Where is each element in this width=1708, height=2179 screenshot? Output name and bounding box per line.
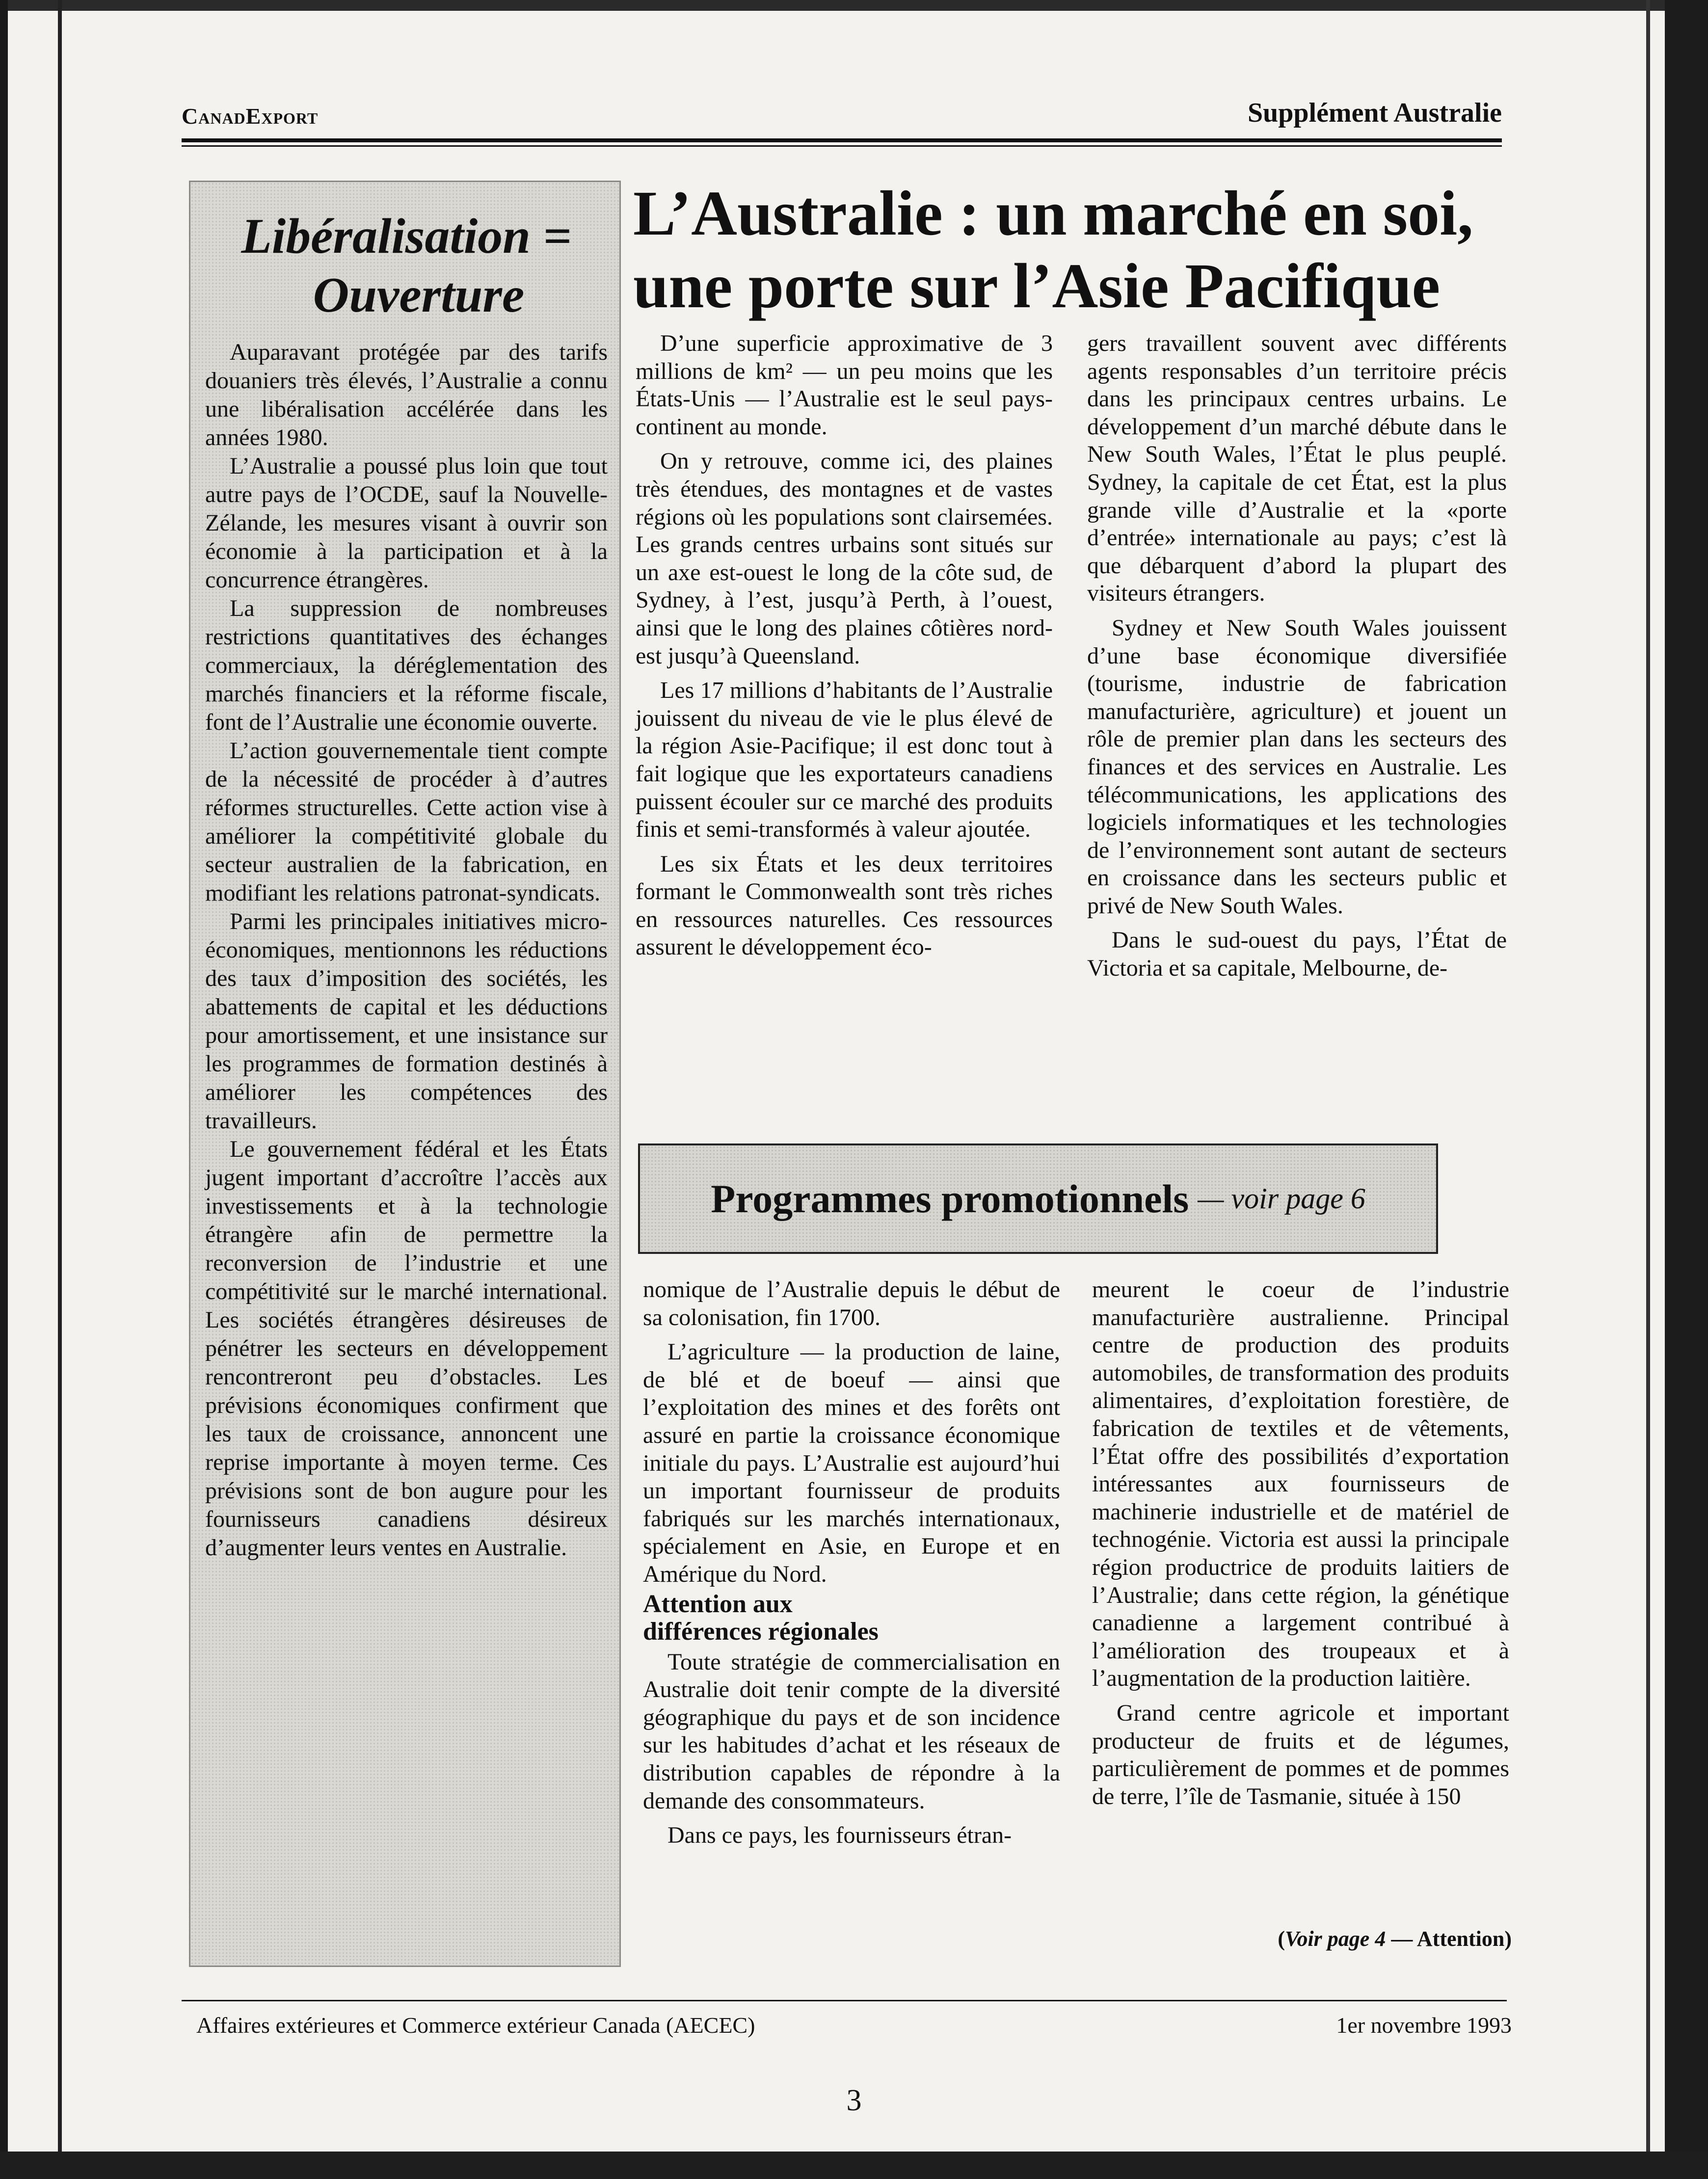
sidebar-box bbox=[189, 181, 621, 1967]
scan-edge-right bbox=[1665, 0, 1708, 2179]
publication-name: CanadExport bbox=[182, 104, 319, 129]
sidebar-paragraph: L’action gouvernementale tient compte de la nécessité de procéder à d’autres réformes structurelles. Cette action vise à améliorer la compétitivité globale du secteur australien de la fabrication, en modifiant les relations patronat-syndicats. bbox=[205, 738, 608, 906]
sidebar-title-line1: Libéralisation = bbox=[241, 209, 572, 264]
article-paragraph: nomique de l’Australie depuis le début de sa colonisation, fin 1700. bbox=[643, 1276, 1060, 1330]
article-paragraph: gers travaillent souvent avec différents agents responsables d’un territoire précis dans les principaux centres urbains. Le développement d’un marché débute dans le New South Wales, l’État le plus peuplé. Sydney, la capitale de cet État, est la plus grande ville d’Australie et la «porte d’entrée» internationale au pays; c’est là que débarquent d’abord la plupart des visiteurs étrangers. bbox=[1087, 330, 1507, 607]
subheading-line1: Attention aux bbox=[643, 1590, 793, 1618]
headline-line1: L’Australie : un marché en soi, bbox=[633, 178, 1473, 249]
section-subheading bbox=[643, 1591, 1060, 1646]
article-column-1-bottom bbox=[643, 1276, 1060, 1850]
continued-reference: (Voir page 4 — Attention) bbox=[1278, 1927, 1512, 1951]
scan-edge-left-line bbox=[58, 0, 62, 2179]
article-paragraph: Sydney et New South Wales jouissent d’une base économique diversifiée (tourisme, industrie de fabrication manufacturière, agriculture) et jouent un rôle de premier plan dans les secteurs des finances et des services en Australie. Les télécommunications, les applications des logiciels informatiques et les technologies de l’environnement sont autant de secteurs en croissance dans les secteurs public et privé de New South Wales. bbox=[1087, 614, 1507, 919]
footer-date: 1er novembre 1993 bbox=[1336, 2013, 1512, 2038]
continued-label: Attention bbox=[1416, 1927, 1505, 1951]
scan-edge-bottom bbox=[0, 2152, 1708, 2179]
header-rule bbox=[182, 138, 1502, 142]
scan-edge-top bbox=[0, 0, 1708, 11]
article-paragraph: Dans le sud-ouest du pays, l’État de Victoria et sa capitale, Melbourne, de- bbox=[1087, 927, 1507, 982]
promo-box bbox=[638, 1143, 1438, 1254]
scan-edge-right-line bbox=[1646, 0, 1650, 2179]
article-column-2-bottom bbox=[1092, 1276, 1509, 1810]
sidebar-paragraph: L’Australie a poussé plus loin que tout autre pays de l’OCDE, sauf la Nouvelle-Zélande, les mesures visant à ouvrir son économie à la participation et à la concurrence étrangères. bbox=[205, 453, 608, 593]
continued-page: Voir page 4 bbox=[1284, 1927, 1386, 1951]
article-paragraph: Toute stratégie de commercialisation en Australie doit tenir compte de la diversité géographique du pays et de son incidence sur les habitudes d’achat et les réseaux de distribution capables de répondre à la demande des consommateurs. bbox=[643, 1648, 1060, 1814]
page-number: 3 bbox=[846, 2084, 862, 2117]
sidebar-body bbox=[205, 338, 608, 1562]
subheading-line2: différences régionales bbox=[643, 1617, 879, 1646]
article-paragraph: L’agriculture — la production de laine, de blé et de boeuf — ainsi que l’exploitation des mines et des forêts ont assuré en partie la croissance économique initiale du pays. L’Australie est aujourd’hui un important fournisseur de produits fabriqués sur les marchés internationaux, spécialement en Asie, en Europe et en Amérique du Nord. bbox=[643, 1339, 1060, 1587]
sidebar-paragraph: Auparavant protégée par des tarifs douaniers très élevés, l’Australie a connu une libéralisation accélérée dans les années 1980. bbox=[205, 339, 608, 451]
sidebar-paragraph: Parmi les principales initiatives micro-économiques, mentionnons les réductions des taux d’imposition des sociétés, les abattements de capital et les déductions pour amortissement, et une insistance sur les programmes de formation destinés à améliorer les compétences des travailleurs. bbox=[205, 908, 608, 1134]
article-paragraph: Grand centre agricole et important producteur de fruits et de légumes, particulièrement de pommes et de pommes de terre, l’île de Tasmanie, située à 150 bbox=[1092, 1700, 1509, 1809]
footer-department: Affaires extérieures et Commerce extérieur Canada (AECEC) bbox=[196, 2013, 755, 2038]
header-rule-thin bbox=[182, 145, 1502, 147]
article-paragraph: meurent le coeur de l’industrie manufacturière australienne. Principal centre de production des produits automobiles, de transformation des produits alimentaires, d’exploitation forestière, de fabrication de textiles et de vêtements, l’État offre des possibilités d’exportation intéressantes aux fournisseurs de machinerie industrielle et de matériel de technogénie. Victoria est aussi la principale région productrice de produits laitiers de l’Australie; dans cette région, la génétique canadienne a largement contribué à l’amélioration des troupeaux et à l’augmentation de la production laitière. bbox=[1092, 1276, 1509, 1692]
promo-title: Programmes promotionnels bbox=[711, 1176, 1189, 1221]
sidebar-title-line2: Ouverture bbox=[313, 267, 525, 323]
article-column-2-top bbox=[1087, 330, 1507, 983]
article-paragraph: D’une superficie approximative de 3 millions de km² — un peu moins que les États-Unis — l’Australie est le seul pays-continent au monde. bbox=[636, 330, 1053, 440]
headline-line2: une porte sur l’Asie Pacifique bbox=[633, 251, 1441, 321]
article-paragraph: Les 17 millions d’habitants de l’Australie jouissent du niveau de vie le plus élevé de la région Asie-Pacifique; il est donc tout à fait logique que les exportateurs canadiens puissent écouler sur ce marché des produits finis et semi-transformés à valeur ajoutée. bbox=[636, 677, 1053, 843]
article-paragraph: On y retrouve, comme ici, des plaines très étendues, des montagnes et de vastes régions où les populations sont clairsemées. Les grands centres urbains sont situés sur un axe est-ouest le long de la côte sud, de Sydney, à l’est, jusqu’à Perth, à l’ouest, ainsi que le long des plaines côtières nord-est jusqu’à Queensland. bbox=[636, 448, 1053, 669]
article-paragraph: Dans ce pays, les fournisseurs étran- bbox=[667, 1822, 1012, 1849]
sidebar-paragraph: Le gouvernement fédéral et les États jugent important d’accroître l’accès aux investissements et à la technologie étrangère afin de permettre la reconversion de l’industrie et une compétitivité sur le marché international. Les sociétés étrangères désireuses de pénétrer les secteurs en développement rencontreront peu d’obstacles. Les prévisions économiques confirment que les taux de croissance, annoncent une reprise importante à moyen terme. Ces prévisions sont de bon augure pour les fournisseurs canadiens désireux d’augmenter leurs ventes en Australie. bbox=[205, 1136, 608, 1561]
article-paragraph: Les six États et les deux territoires formant le Commonwealth sont très riches en ressources naturelles. Ces ressources assurent le développement éco- bbox=[636, 850, 1053, 960]
promo-page-reference: — voir page 6 bbox=[1198, 1182, 1365, 1215]
sidebar-paragraph: La suppression de nombreuses restrictions quantitatives des échanges commerciaux, la déréglementation des marchés financiers et la réforme fiscale, font de l’Australie une économie ouverte. bbox=[205, 595, 608, 735]
scan-edge-left bbox=[0, 0, 8, 2179]
section-title: Supplément Australie bbox=[1247, 98, 1502, 128]
footer-rule bbox=[182, 2000, 1507, 2001]
article-column-1-top bbox=[636, 330, 1053, 961]
